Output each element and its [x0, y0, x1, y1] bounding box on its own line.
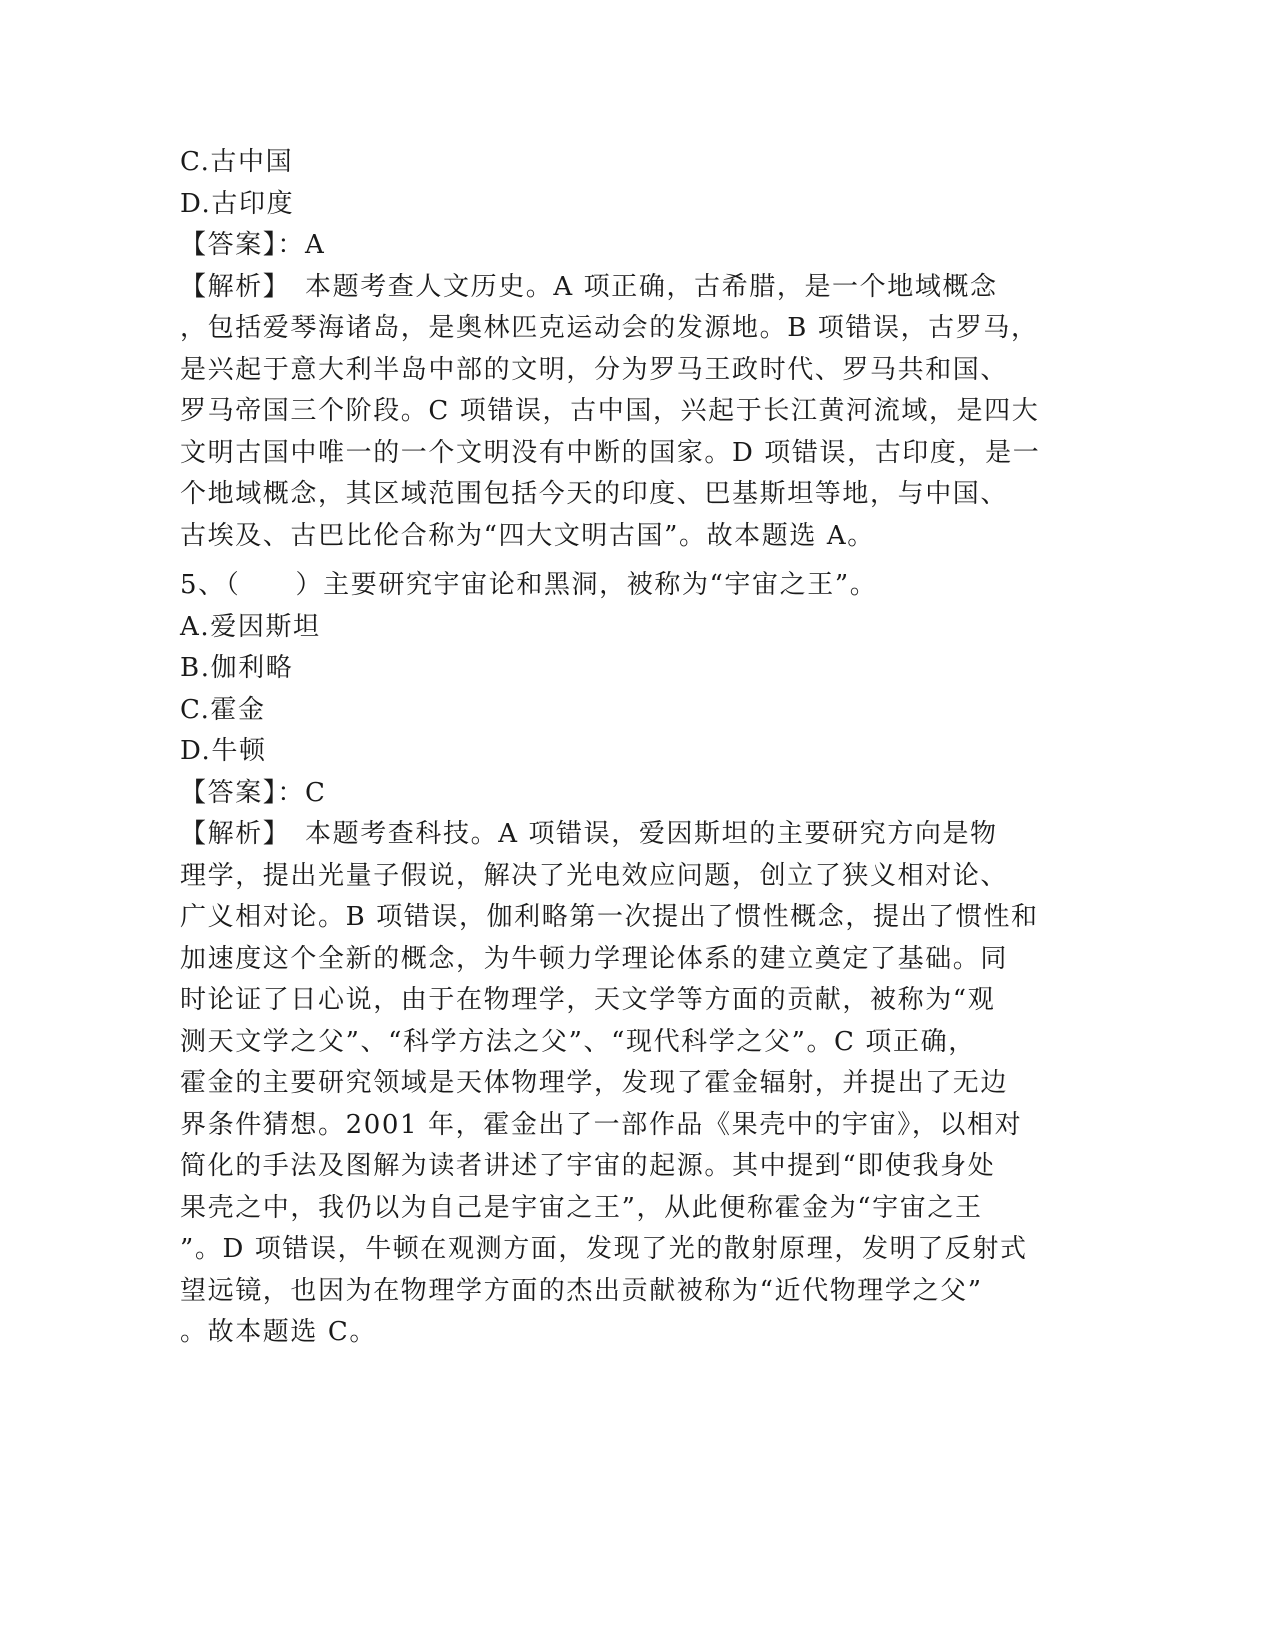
q5-answer: 【答案】：C: [180, 777, 327, 808]
q4-analysis-line: 个地域概念，其区域范围包括今天的印度、巴基斯坦等地，与中国、: [180, 479, 1009, 509]
q5-analysis-line: ”。D 项错误，牛顿在观测方面，发现了光的散射原理，发明了反射式: [180, 1234, 1028, 1264]
q5-analysis-line: 简化的手法及图解为读者讲述了宇宙的起源。其中提到“即使我身处: [180, 1151, 996, 1181]
q5-analysis-line: 测天文学之父”、“科学方法之父”、“现代科学之父”。C 项正确，: [180, 1026, 976, 1057]
q5-analysis-line: 加速度这个全新的概念，为牛顿力学理论体系的建立奠定了基础。同: [180, 943, 1009, 974]
q4-analysis-line: 文明古国中唯一的一个文明没有中断的国家。D 项错误，古印度，是一: [180, 437, 1041, 468]
q5-analysis-line: 霍金的主要研究领域是天体物理学，发现了霍金辐射，并提出了无边: [180, 1068, 1009, 1098]
q5-analysis-line: 时论证了日心说，由于在物理学，天文学等方面的贡献，被称为“观: [180, 985, 996, 1015]
q5-analysis-line: 理学，提出光量子假说，解决了光电效应问题，创立了狭义相对论、: [180, 860, 1009, 891]
q5-analysis-line: 界条件猜想。2001 年，霍金出了一部作品《果壳中的宇宙》，以相对: [180, 1109, 1023, 1140]
document-content: [180, 142, 1040, 1354]
q5-analysis-line: 广义相对论。B 项错误，伽利略第一次提出了惯性概念，提出了惯性和: [180, 902, 1039, 932]
question-spacer: [180, 557, 1040, 565]
q5-option-c: C.霍金: [180, 694, 266, 725]
q5-analysis-line: 。故本题选 C。: [180, 1317, 377, 1347]
q4-option-c: C.古中国: [180, 147, 294, 177]
q4-analysis-line: ，包括爱琴海诸岛，是奥林匹克运动会的发源地。B 项错误，古罗马，: [180, 313, 1039, 343]
q4-answer: 【答案】：A: [180, 230, 326, 260]
q5-question: 5、（ ）主要研究宇宙论和黑洞，被称为“宇宙之王”。: [180, 570, 878, 600]
q5-option-a: A.爱因斯坦: [180, 611, 321, 642]
q4-analysis-line: 【解析】 本题考查人文历史。A 项正确，古希腊，是一个地域概念: [180, 271, 998, 302]
q5-option-d: D.牛顿: [180, 736, 267, 766]
q5-analysis-line: 【解析】 本题考查科技。A 项错误，爱因斯坦的主要研究方向是物: [180, 819, 998, 849]
q5-analysis-line: 望远镜，也因为在物理学方面的杰出贡献被称为“近代物理学之父”: [180, 1275, 983, 1306]
q5-analysis-line: 果壳之中，我仍以为自己是宇宙之王”，从此便称霍金为“宇宙之王: [180, 1192, 983, 1223]
q4-analysis-line: 是兴起于意大利半岛中部的文明，分为罗马王政时代、罗马共和国、: [180, 354, 1009, 385]
q5-option-b: B.伽利略: [180, 653, 294, 683]
q4-analysis-line: 罗马帝国三个阶段。C 项错误，古中国，兴起于长江黄河流域，是四大: [180, 396, 1040, 426]
q4-analysis-line: 古埃及、古巴比伦合称为“四大文明古国”。故本题选 A。: [180, 520, 875, 551]
q4-option-d: D.古印度: [180, 188, 295, 219]
